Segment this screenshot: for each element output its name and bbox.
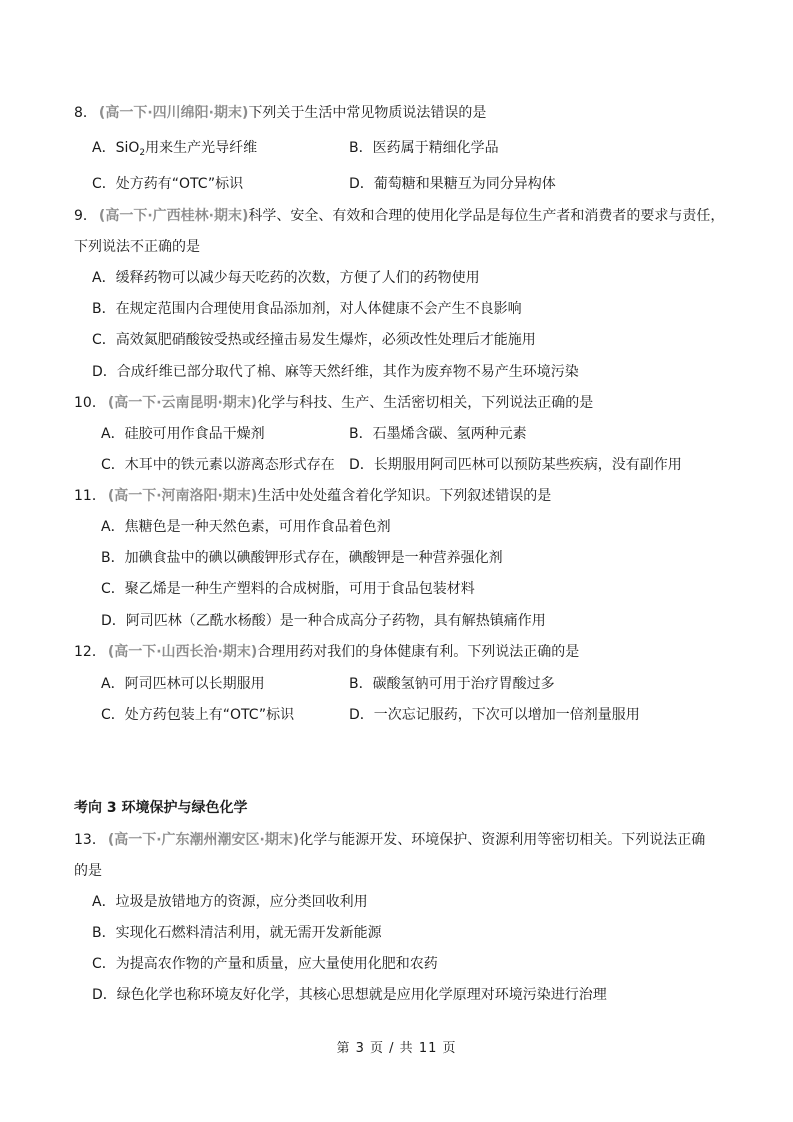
- option-a: A．阿司匹林可以长期服用: [101, 676, 265, 692]
- section-heading: 考向 3 环境保护与绿色化学: [74, 800, 248, 816]
- formula-text: SiO: [115, 140, 140, 156]
- option-c: C．聚乙烯是一种生产塑料的合成树脂，可用于食品包装材料: [101, 581, 475, 597]
- option-c: C．木耳中的铁元素以游离态形式存在: [101, 457, 335, 473]
- question-text: 化学与能源开发、环境保护、资源利用等密切相关。下列说法正确: [299, 832, 706, 848]
- option-b: B．在规定范围内合理使用食品添加剂，对人体健康不会产生不良影响: [92, 301, 522, 317]
- option-d: D．绿色化学也称环境友好化学，其核心思想就是应用化学原理对环境污染进行治理: [92, 987, 607, 1003]
- question-13-stem-cont: 的是: [74, 863, 102, 879]
- question-source: (高一下·广东潮州潮安区·期末): [107, 832, 300, 848]
- option-label: A．: [92, 140, 116, 156]
- option-a: A．垃圾是放错地方的资源，应分类回收利用: [92, 894, 368, 910]
- option-d: D．合成纤维已部分取代了棉、麻等天然纤维，其作为废弃物不易产生环境污染: [92, 364, 579, 380]
- option-c: C．处方药有“OTC”标识: [92, 176, 244, 192]
- question-text: 科学、安全、有效和合理的使用化学品是每位生产者和消费者的要求与责任，: [248, 208, 725, 224]
- question-source: (高一下·广西桂林·期末): [98, 208, 249, 224]
- option-a: [92, 138, 257, 158]
- option-b: B．医药属于精细化学品: [349, 140, 499, 156]
- option-text: 用来生产光导纤维: [145, 140, 258, 156]
- question-text: 生活中处处蕴含着化学知识。下列叙述错误的是: [257, 488, 552, 504]
- question-text: 下列关于生活中常见物质说法错误的是: [248, 105, 487, 121]
- question-source: (高一下·四川绵阳·期末): [98, 105, 249, 121]
- question-number: 9．: [74, 208, 97, 224]
- question-text: 合理用药对我们的身体健康有利。下列说法正确的是: [257, 644, 580, 660]
- question-source: (高一下·山西长治·期末): [107, 644, 258, 660]
- option-b: B．石墨烯含碳、氢两种元素: [349, 426, 527, 442]
- option-c: C．处方药包装上有“OTC”标识: [101, 707, 295, 723]
- question-number: 12．: [74, 644, 106, 660]
- question-9-stem-cont: 下列说法不正确的是: [74, 239, 200, 255]
- option-b: B．碳酸氢钠可用于治疗胃酸过多: [349, 676, 555, 692]
- option-d: D．葡萄糖和果糖互为同分异构体: [349, 176, 556, 192]
- question-12-stem: [74, 642, 579, 662]
- question-11-stem: [74, 486, 551, 506]
- option-b: B．实现化石燃料清洁利用，就无需开发新能源: [92, 925, 382, 941]
- option-a: A．焦糖色是一种天然色素，可用作食品着色剂: [101, 519, 391, 535]
- option-a: A．缓释药物可以减少每天吃药的次数，方便了人们的药物使用: [92, 270, 480, 286]
- question-number: 8．: [74, 105, 97, 121]
- question-9-stem: [74, 206, 724, 226]
- question-source: (高一下·云南昆明·期末): [107, 395, 258, 411]
- formula-subscript: 2: [139, 148, 146, 158]
- question-13-stem: [74, 830, 705, 850]
- question-number: 10．: [74, 395, 106, 411]
- question-8-stem: [74, 103, 486, 123]
- question-text: 化学与科技、生产、生活密切相关，下列说法正确的是: [257, 395, 594, 411]
- question-number: 11．: [74, 488, 106, 504]
- question-number: 13．: [74, 832, 106, 848]
- option-c: C．为提高农作物的产量和质量，应大量使用化肥和农药: [92, 956, 438, 972]
- option-b: B．加碘食盐中的碘以碘酸钾形式存在，碘酸钾是一种营养强化剂: [101, 550, 503, 566]
- option-d: D．阿司匹林（乙酰水杨酸）是一种合成高分子药物，具有解热镇痛作用: [101, 613, 546, 629]
- option-c: C．高效氮肥硝酸铵受热或经撞击易发生爆炸，必须改性处理后才能施用: [92, 332, 536, 348]
- option-d: D．一次忘记服药，下次可以增加一倍剂量服用: [349, 707, 640, 723]
- question-10-stem: [74, 393, 593, 413]
- option-a: A．硅胶可用作食品干燥剂: [101, 426, 265, 442]
- option-d: D．长期服用阿司匹林可以预防某些疾病，没有副作用: [349, 457, 682, 473]
- question-source: (高一下·河南洛阳·期末): [107, 488, 258, 504]
- page-footer: 第 3 页 / 共 11 页: [336, 1041, 457, 1056]
